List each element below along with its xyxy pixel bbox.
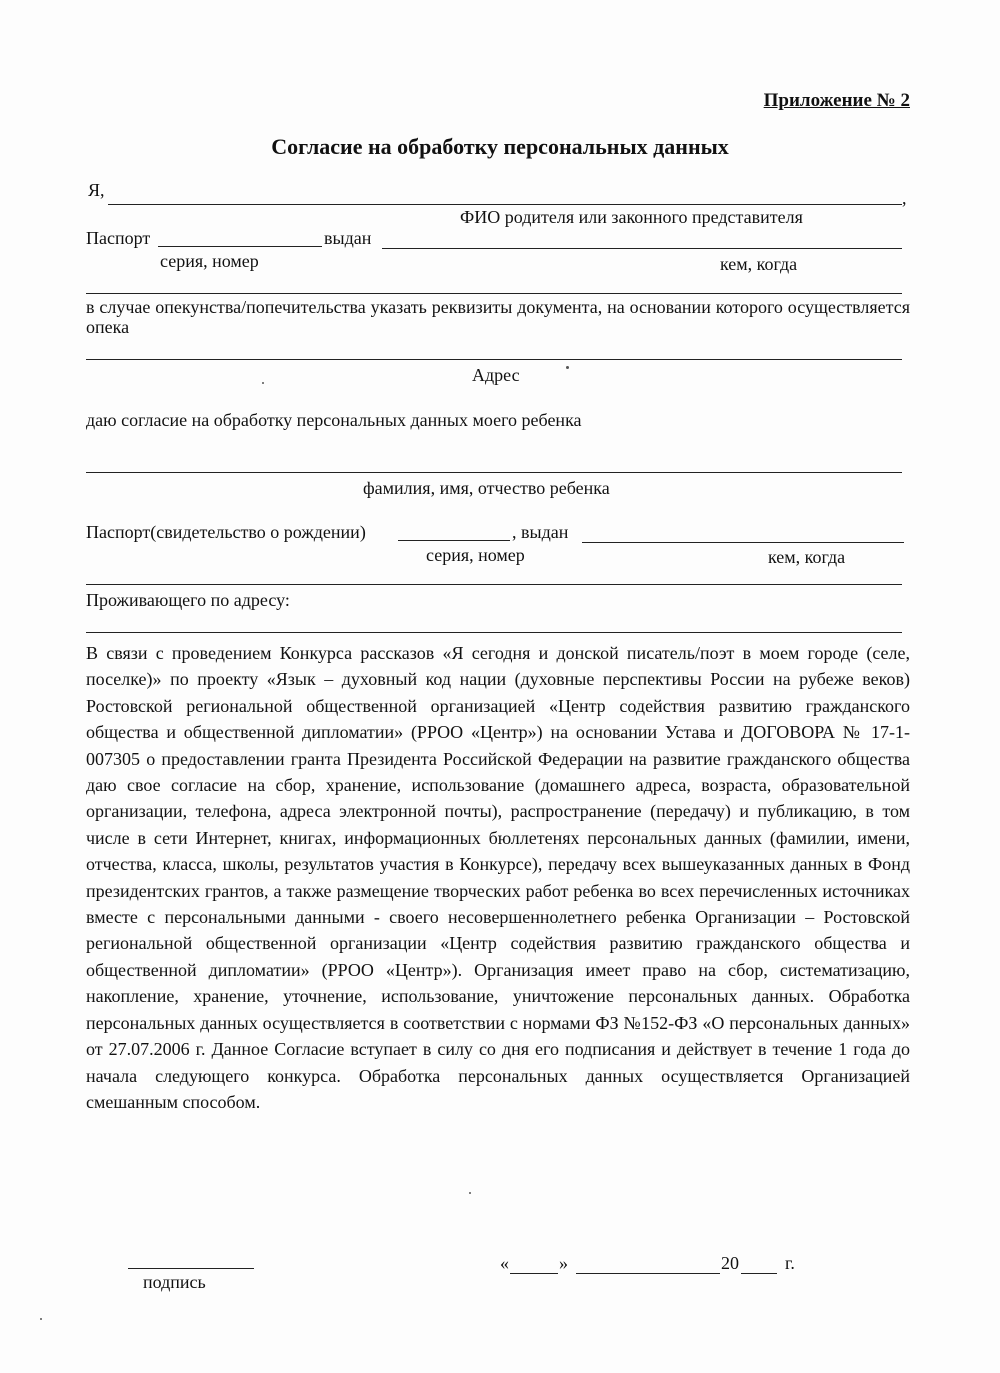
consent-body-text: В связи с проведением Конкурса рассказов «Я сегодня и донской писатель/поэт в моем городе (селе, поселке)» по проекту «Язык – духовный код нации (духовные перспективы России на рубеже веков) Ростовской региональной общественной организацией «Центр содействия развитию гражданского общества и общественной дипломатии» (РРОО «Центр») на основании Устава и ДОГОВОРА № 17-1-007305 о предоставлении гранта Президента Российской Федерации на развитие гражданского общества даю свое согласие на сбор, хранение, использование (домашнего адреса, возраста, образовательной организации, телефона, адреса электронной почты), распространение (передачу) и публикацию, в том числе в сети Интернет, книгах, информационных бюллетенях персональных данных (фамилии, имени, отчества, класса, школы, результатов участия в Конкурсе), передачу всех вышеуказанных данных в Фонд президентских грантов, а также размещение творческих работ ребенка во всех перечисленных источниках вместе с персональными данными - своего несовершеннолетнего ребенка Организации – Ростовской региональной общественной организации «Центр содействия развитию гражданского общества и общественной дипломатии» (РРОО «Центр»). Организация имеет право на сбор, систематизацию, накопление, хранение, уточнение, использование, уничтожение персональных данных. Обработка персональных данных осуществляется в соответствии с нормами ФЗ №152-ФЗ «О персональных данных» от 27.07.2006 г. Данное Согласие вступает в силу со дня его подписания и действует в течение 1 года до начала следующего конкурса. Обработка персональных данных осуществляется Организацией смешанным способом. bbox=[86, 643, 910, 1112]
child-passport-extra-line[interactable] bbox=[86, 584, 902, 585]
scan-speck bbox=[262, 382, 264, 384]
parent-series-caption: серия, номер bbox=[160, 251, 259, 271]
date-open-quote: « bbox=[500, 1253, 509, 1273]
child-series-caption: серия, номер bbox=[426, 545, 525, 565]
date-month-line[interactable] bbox=[576, 1273, 720, 1274]
document-title: Согласие на обработку персональных данных bbox=[271, 134, 729, 159]
parent-address-line[interactable] bbox=[86, 359, 902, 360]
child-passport-label: Паспорт(свидетельство о рождении) bbox=[86, 522, 366, 542]
parent-passport-extra-line[interactable] bbox=[86, 293, 902, 294]
parent-issuer-line[interactable] bbox=[382, 248, 902, 249]
signature-line[interactable] bbox=[128, 1268, 254, 1269]
child-address-label: Проживающего по адресу: bbox=[86, 590, 290, 610]
date-year-prefix: 20 bbox=[721, 1253, 739, 1273]
date-close-quote: » bbox=[559, 1253, 568, 1273]
signature-caption: подпись bbox=[143, 1272, 206, 1292]
scan-speck bbox=[469, 1192, 471, 1194]
scan-speck bbox=[566, 366, 569, 369]
parent-passport-series-line[interactable] bbox=[158, 246, 322, 247]
child-consent-line: даю согласие на обработку персональных данных моего ребенка bbox=[86, 410, 582, 430]
date-year-line[interactable] bbox=[741, 1273, 777, 1274]
date-year-suffix: г. bbox=[785, 1253, 795, 1273]
child-issuer-caption: кем, когда bbox=[768, 547, 846, 567]
parent-address-caption: Адрес bbox=[472, 365, 520, 385]
parent-issued-label: выдан bbox=[324, 228, 372, 248]
child-issuer-line[interactable] bbox=[582, 542, 904, 543]
scan-speck bbox=[40, 1318, 42, 1320]
guardian-note: в случае опекунства/попечительства указать реквизиты документа, на основании которого осуществляется опека bbox=[86, 297, 910, 337]
child-address-line[interactable] bbox=[86, 632, 902, 633]
child-issued-label: , выдан bbox=[512, 522, 569, 542]
parent-name-line[interactable] bbox=[108, 204, 902, 205]
parent-name-caption: ФИО родителя или законного представителя bbox=[460, 207, 803, 227]
child-passport-series-line[interactable] bbox=[398, 540, 510, 541]
appendix-number: Приложение № 2 bbox=[763, 90, 910, 111]
parent-prefix: Я, bbox=[88, 180, 105, 200]
child-name-line[interactable] bbox=[86, 472, 902, 473]
parent-name-comma: , bbox=[902, 188, 907, 208]
child-name-caption: фамилия, имя, отчество ребенка bbox=[363, 478, 610, 498]
date-day-line[interactable] bbox=[510, 1273, 558, 1274]
parent-passport-label: Паспорт bbox=[86, 228, 151, 248]
parent-issuer-caption: кем, когда bbox=[720, 254, 798, 274]
